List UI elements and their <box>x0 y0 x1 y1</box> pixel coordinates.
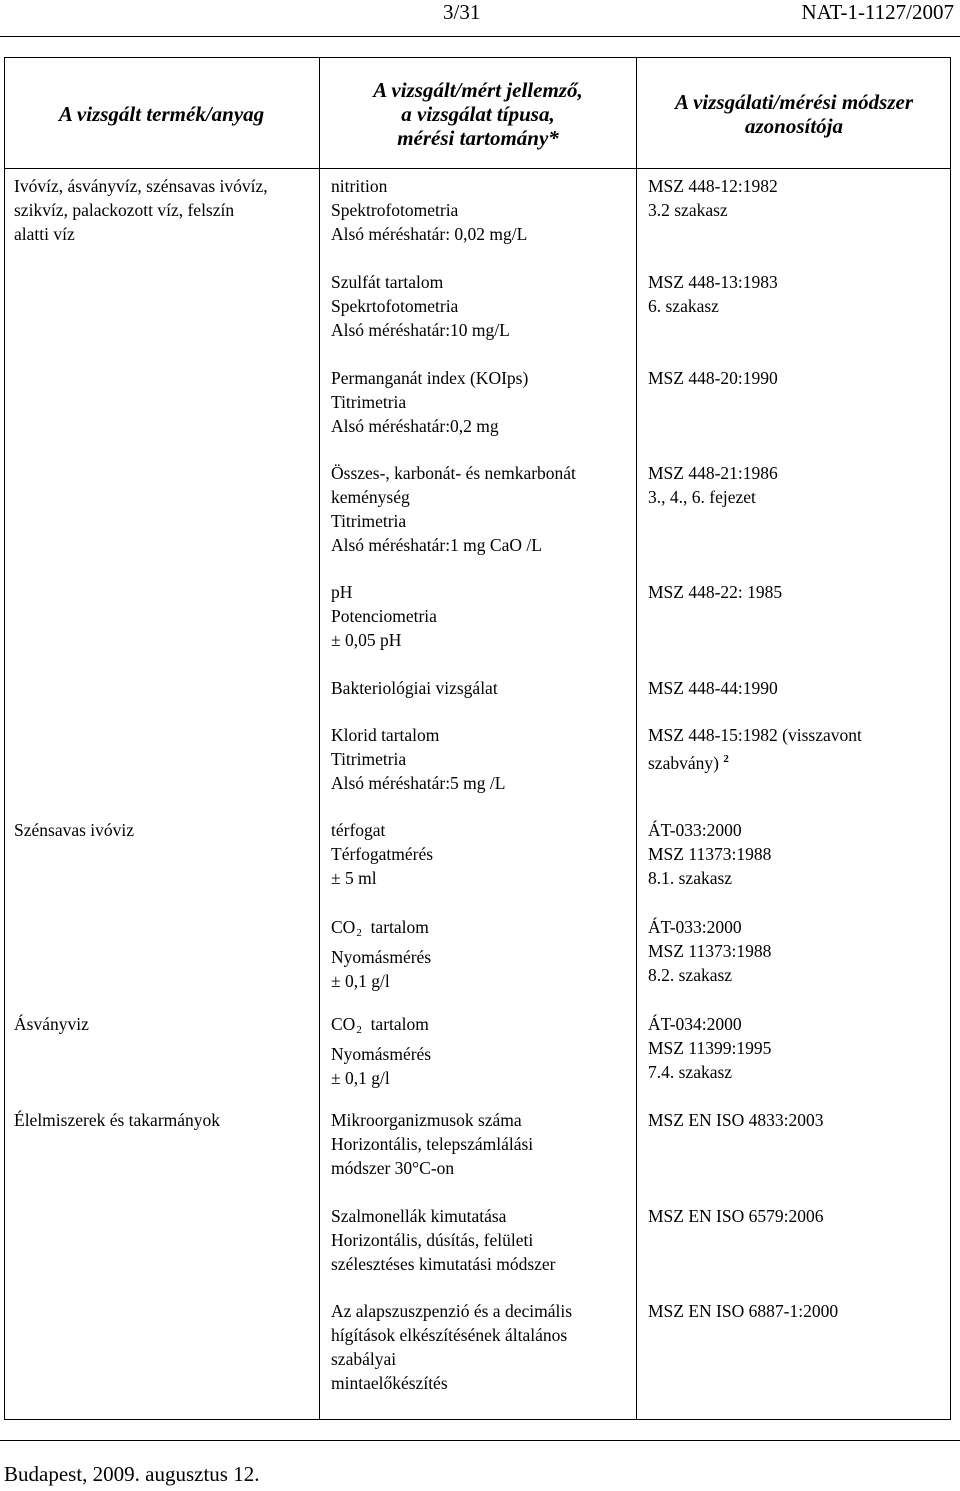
method-cell: ÁT-033:2000 MSZ 11373:1988 8.1. szakasz <box>648 820 772 888</box>
column-header-method: A vizsgálati/mérési módszer azonosítója <box>674 90 913 138</box>
column-divider <box>636 57 637 1420</box>
measurement-cell: $CO_2$ tartalom Nyomásmérés ± 0,1 g/l <box>331 917 432 991</box>
method-cell: MSZ 448-21:1986 3., 4., 6. fejezet <box>648 463 778 507</box>
method-cell: MSZ 448-13:1983 6. szakasz <box>648 272 778 316</box>
column-divider <box>319 57 320 1420</box>
measurement-cell: Az alapszuszpenzió és a decimális hígítások elkészítésének általános szabályai mintaelőkészítés <box>331 1301 573 1393</box>
column-header-product: A vizsgált termék/anyag <box>58 102 265 126</box>
measurement-cell: Mikroorganizmusok száma Horizontális, telepszámlálási módszer 30°C-on <box>331 1110 534 1178</box>
measurement-cell: Klorid tartalom Titrimetria Alsó méréshatár:5 mg /L <box>331 725 506 793</box>
product-cell: Ivóvíz, ásványvíz, szénsavas ivóvíz, szikvíz, palackozott víz, felszín alatti víz <box>14 176 268 244</box>
method-cell: MSZ EN ISO 6579:2006 <box>648 1206 824 1226</box>
method-cell: MSZ 448-22: 1985 <box>648 582 783 602</box>
page-number: 3/31 <box>443 0 481 24</box>
footer-place-date: Budapest, 2009. augusztus 12. <box>4 1462 260 1486</box>
method-cell: MSZ 448-15:1982 (visszavont szabvány) $^2$ <box>648 725 862 773</box>
method-cell: MSZ EN ISO 4833:2003 <box>648 1110 824 1130</box>
product-cell: Szénsavas ivóviz <box>14 820 135 840</box>
method-cell: MSZ 448-20:1990 <box>648 368 778 388</box>
method-cell: MSZ EN ISO 6887-1:2000 <box>648 1301 839 1321</box>
product-cell: Élelmiszerek és takarmányok <box>14 1110 221 1130</box>
measurement-cell: térfogat Térfogatmérés ± 5 ml <box>331 820 434 888</box>
method-cell: MSZ 448-12:1982 3.2 szakasz <box>648 176 778 220</box>
method-cell: MSZ 448-44:1990 <box>648 678 778 698</box>
measurement-cell: nitrition Spektrofotometria Alsó méréshatár: 0,02 mg/L <box>331 176 528 244</box>
product-cell: Ásványviz <box>14 1014 89 1034</box>
footnote-marker: 2 <box>723 753 729 765</box>
method-cell: ÁT-034:2000 MSZ 11399:1995 7.4. szakasz <box>648 1014 772 1082</box>
header-row-divider <box>4 168 951 169</box>
measurement-cell: Szulfát tartalom Spekrtofotometria Alsó méréshatár:10 mg/L <box>331 272 510 340</box>
measurement-cell: Permanganát index (KOIps) Titrimetria Alsó méréshatár:0,2 mg <box>331 368 529 436</box>
method-cell: ÁT-033:2000 MSZ 11373:1988 8.2. szakasz <box>648 917 772 985</box>
measurement-cell: Szalmonellák kimutatása Horizontális, dúsítás, felületi szélesztéses kimutatási módszer <box>331 1206 556 1274</box>
column-header-measured: A vizsgált/mért jellemző, a vizsgálat típusa, mérési tartomány* <box>373 78 583 150</box>
measurement-cell: Bakteriológiai vizsgálat <box>331 678 498 698</box>
measurement-cell: $CO_2$ tartalom Nyomásmérés ± 0,1 g/l <box>331 1014 432 1088</box>
footer-rule <box>0 1440 960 1441</box>
measurement-cell: pH Potenciometria ± 0,05 pH <box>331 582 437 650</box>
document-id: NAT-1-1127/2007 <box>801 0 954 24</box>
measurement-cell: Összes-, karbonát- és nemkarbonát keménység Titrimetria Alsó méréshatár:1 mg CaO /L <box>331 463 576 555</box>
header-rule <box>0 36 960 37</box>
